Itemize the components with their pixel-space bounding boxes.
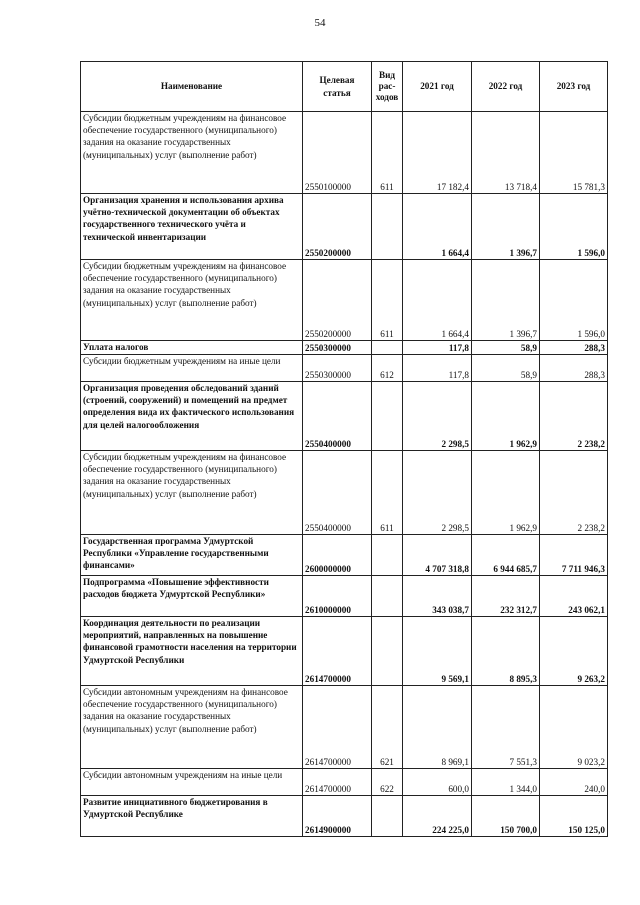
header-name: Наименование: [81, 62, 303, 112]
row-2021: 117,8: [403, 355, 472, 382]
row-2023: 9 263,2: [540, 617, 608, 686]
row-2023: 2 238,2: [540, 451, 608, 535]
row-name: Субсидии автономным учреждениям на финансовое обеспечение государственного (муниципального) задания на оказание государственных (муниципальных) услуг (выполнение работ): [81, 686, 303, 769]
row-2022: 1 962,9: [472, 451, 540, 535]
row-name: Подпрограмма «Повышение эффективности расходов бюджета Удмуртской Республики»: [81, 576, 303, 617]
row-vid: [372, 796, 403, 837]
row-name: Развитие инициативного бюджетирования в Удмуртской Республике: [81, 796, 303, 837]
row-2021: 2 298,5: [403, 451, 472, 535]
row-2022: 8 895,3: [472, 617, 540, 686]
row-code: 2610000000: [303, 576, 372, 617]
row-2021: 343 038,7: [403, 576, 472, 617]
table-row: [81, 341, 608, 355]
row-vid: [372, 576, 403, 617]
row-2021: 117,8: [403, 341, 472, 355]
row-2022: 6 944 685,7: [472, 535, 540, 576]
row-2022: 58,9: [472, 355, 540, 382]
row-2023: 2 238,2: [540, 382, 608, 451]
header-vid-line: Вид: [378, 70, 396, 80]
row-2021: 9 569,1: [403, 617, 472, 686]
row-name: Организация проведения обследований зданий (строений, сооружений) и помещений на предмет определения вида их фактического использования для целей налогообложения: [81, 382, 303, 451]
row-name: Субсидии бюджетным учреждениям на финансовое обеспечение государственного (муниципального) задания на оказание государственных (муниципальных) услуг (выполнение работ): [81, 112, 303, 194]
table-row: [81, 576, 608, 617]
table-row: [81, 686, 608, 769]
row-2022: 1 962,9: [472, 382, 540, 451]
row-2021: 8 969,1: [403, 686, 472, 769]
row-2023: 288,3: [540, 355, 608, 382]
row-2023: 243 062,1: [540, 576, 608, 617]
row-vid: [372, 382, 403, 451]
header-vid-line: ходов: [375, 92, 399, 102]
header-vid: [372, 62, 403, 112]
row-code: 2550100000: [303, 112, 372, 194]
row-code: 2550300000: [303, 341, 372, 355]
table-row: [81, 112, 608, 194]
table-row: [81, 194, 608, 260]
row-2023: 150 125,0: [540, 796, 608, 837]
row-2022: 150 700,0: [472, 796, 540, 837]
row-code: 2600000000: [303, 535, 372, 576]
row-vid: 611: [372, 260, 403, 341]
row-code: 2614700000: [303, 769, 372, 796]
table-row: [81, 451, 608, 535]
table-row: [81, 769, 608, 796]
row-vid: [372, 194, 403, 260]
row-name: Субсидии бюджетным учреждениям на финансовое обеспечение государственного (муниципального) задания на оказание государственных (муниципальных) услуг (выполнение работ): [81, 451, 303, 535]
row-code: 2614700000: [303, 686, 372, 769]
row-2023: 15 781,3: [540, 112, 608, 194]
table-header-row: [81, 62, 608, 112]
row-2021: 1 664,4: [403, 260, 472, 341]
header-2021: 2021 год: [403, 62, 472, 112]
row-2023: 9 023,2: [540, 686, 608, 769]
row-2021: 600,0: [403, 769, 472, 796]
page-number: 54: [314, 17, 326, 29]
row-code: 2614700000: [303, 617, 372, 686]
row-vid: [372, 617, 403, 686]
row-name: Субсидии бюджетным учреждениям на финансовое обеспечение государственного (муниципального) задания на оказание государственных (муниципальных) услуг (выполнение работ): [81, 260, 303, 341]
row-2023: 240,0: [540, 769, 608, 796]
row-code: 2550200000: [303, 260, 372, 341]
row-2022: 13 718,4: [472, 112, 540, 194]
row-name: Уплата налогов: [81, 341, 303, 355]
row-2022: 232 312,7: [472, 576, 540, 617]
header-code: Целевая статья: [303, 62, 372, 112]
row-2023: 288,3: [540, 341, 608, 355]
header-vid-line: рас-: [378, 81, 396, 91]
row-vid: 621: [372, 686, 403, 769]
row-code: 2550200000: [303, 194, 372, 260]
row-vid: [372, 341, 403, 355]
row-2022: 1 396,7: [472, 194, 540, 260]
row-code: 2550300000: [303, 355, 372, 382]
row-2022: 1 396,7: [472, 260, 540, 341]
row-name: Субсидии автономным учреждениям на иные цели: [81, 769, 303, 796]
row-2022: 1 344,0: [472, 769, 540, 796]
row-name: Координация деятельности по реализации мероприятий, направленных на повышение финансовой грамотности населения на территории Удмуртской Республики: [81, 617, 303, 686]
row-name: Субсидии бюджетным учреждениям на иные цели: [81, 355, 303, 382]
row-2021: 2 298,5: [403, 382, 472, 451]
row-name: Государственная программа Удмуртской Республики «Управление государственными финансами»: [81, 535, 303, 576]
row-vid: [372, 535, 403, 576]
row-2023: 1 596,0: [540, 260, 608, 341]
row-code: 2550400000: [303, 382, 372, 451]
row-2021: 4 707 318,8: [403, 535, 472, 576]
header-2022: 2022 год: [472, 62, 540, 112]
row-code: 2550400000: [303, 451, 372, 535]
row-name: Организация хранения и использования архива учётно-технической документации об объектах государственного технического учёта и технической инвентаризации: [81, 194, 303, 260]
row-2023: 1 596,0: [540, 194, 608, 260]
table-row: [81, 535, 608, 576]
table-row: [81, 796, 608, 837]
row-vid: 622: [372, 769, 403, 796]
table-row: [81, 260, 608, 341]
table-row: [81, 382, 608, 451]
row-code: 2614900000: [303, 796, 372, 837]
table-row: [81, 355, 608, 382]
row-2021: 17 182,4: [403, 112, 472, 194]
row-2022: 7 551,3: [472, 686, 540, 769]
budget-table: [80, 61, 608, 837]
row-2021: 1 664,4: [403, 194, 472, 260]
row-vid: 611: [372, 112, 403, 194]
row-vid: 611: [372, 451, 403, 535]
row-vid: 612: [372, 355, 403, 382]
table-row: [81, 617, 608, 686]
row-2021: 224 225,0: [403, 796, 472, 837]
row-2022: 58,9: [472, 341, 540, 355]
header-2023: 2023 год: [540, 62, 608, 112]
row-2023: 7 711 946,3: [540, 535, 608, 576]
